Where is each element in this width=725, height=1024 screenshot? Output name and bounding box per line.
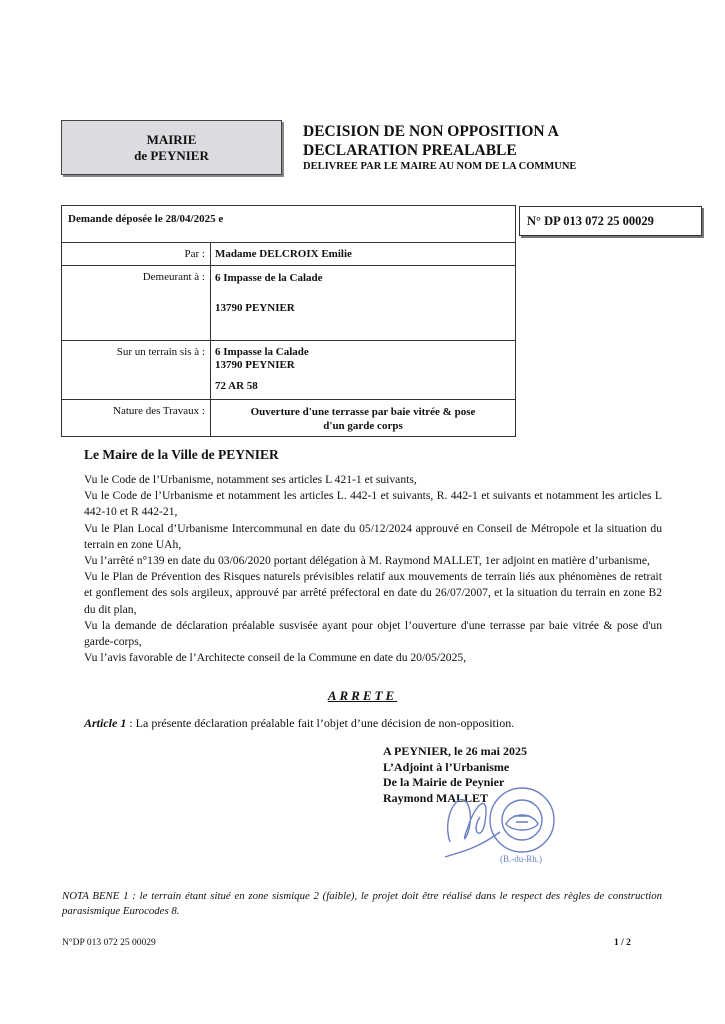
mairie-line2: de PEYNIER: [134, 147, 209, 163]
table-row: [62, 243, 516, 266]
mairie-line1: MAIRIE: [146, 131, 197, 147]
consideration: Vu l’avis favorable de l’Architecte conseil de la Commune en date du 20/05/2025,: [84, 651, 467, 665]
consideration: Vu le Code de l’Urbanisme, notamment ses articles L 421-1 et suivants,: [84, 473, 417, 486]
row-value-travaux: Ouverture d'une terrasse par baie vitrée & pose d'un garde corps: [211, 400, 516, 437]
mairie-box: [61, 120, 282, 175]
consideration: Vu le Code de l’Urbanisme et notamment les articles L. 442-1 et suivants, R. 442-1 et suivants et notamment les articles L 442-10 et R 442-21,: [84, 489, 662, 519]
article-1: [84, 716, 514, 731]
maire-heading: Le Maire de la Ville de PEYNIER: [84, 447, 279, 462]
row-label-terrain: Sur un terrain sis à :: [62, 341, 211, 400]
consideration: Vu la demande de déclaration préalable susvisée ayant pour objet l’ouverture d'une terrasse par baie vitrée & pose d'un garde-corps,: [84, 618, 662, 649]
signature-place-date: A PEYNIER, le 26 mai 2025: [383, 744, 527, 758]
footer-reference: N°DP 013 072 25 00029: [62, 938, 156, 948]
document-subtitle: DELIVREE PAR LE MAIRE AU NOM DE LA COMMUNE: [303, 161, 577, 172]
document-title-line1: DECISION DE NON OPPOSITION A: [303, 123, 559, 140]
row-value-terrain: 6 Impasse la Calade 13790 PEYNIER 72 AR 58: [211, 341, 516, 400]
signature-role: L’Adjoint à l’Urbanisme: [383, 759, 510, 774]
nota-bene: NOTA BENE 1 : le terrain étant situé en zone sismique 2 (faible), le projet doit être réalisé dans le respect des règles de construction parasismique Eurocodes 8.: [62, 890, 662, 917]
considerations: [84, 472, 662, 666]
consideration: Vu le Plan de Prévention des Risques naturels prévisibles relatif aux mouvements de terrain liés aux phénomènes de retrait et gonflement des sols argileux, approuvé par arrêté préfectoral en date du 26/07/2007, et la situation du terrain en zone B2 du dit plan,: [84, 570, 662, 616]
row-value-demeurant: 6 Impasse de la Calade 13790 PEYNIER: [211, 266, 516, 341]
permit-number: N° DP 013 072 25 00029: [519, 206, 702, 236]
consideration: Vu l’arrêté n°139 en date du 03/06/2020 portant délégation à M. Raymond MALLET, 1er adjoint en matière d’urbanisme,: [84, 554, 650, 568]
signature-name: Raymond MALLET: [383, 790, 489, 805]
row-value-par: Madame DELCROIX Emilie: [211, 243, 516, 266]
table-row: [62, 341, 516, 400]
row-label-travaux: Nature des Travaux :: [62, 400, 211, 437]
deposit-date: Demande déposée le 28/04/2025 e: [62, 206, 516, 243]
page-number: 1 / 2: [614, 938, 631, 948]
stamp-bottom: (B.-du-Rh.): [500, 854, 542, 864]
signature-org: De la Mairie de Peynier: [383, 775, 505, 789]
article-label: Article 1: [84, 716, 127, 730]
row-label-demeurant: Demeurant à :: [62, 266, 211, 341]
consideration: Vu le Plan Local d’Urbanisme Intercommunal en date du 05/12/2024 approuvé en Conseil de Métropole et la situation du terrain en zone UAh,: [84, 521, 662, 551]
article-text: : La présente déclaration préalable fait l’objet d’une décision de non-opposition.: [126, 716, 515, 730]
request-table: [61, 205, 516, 437]
table-row: [62, 400, 516, 437]
table-row: [62, 266, 516, 341]
official-stamp: [440, 772, 560, 867]
document-title-line2: DECLARATION PREALABLE: [303, 142, 517, 159]
row-label-par: Par :: [62, 243, 211, 266]
arrete-heading: ARRETE: [327, 688, 398, 703]
